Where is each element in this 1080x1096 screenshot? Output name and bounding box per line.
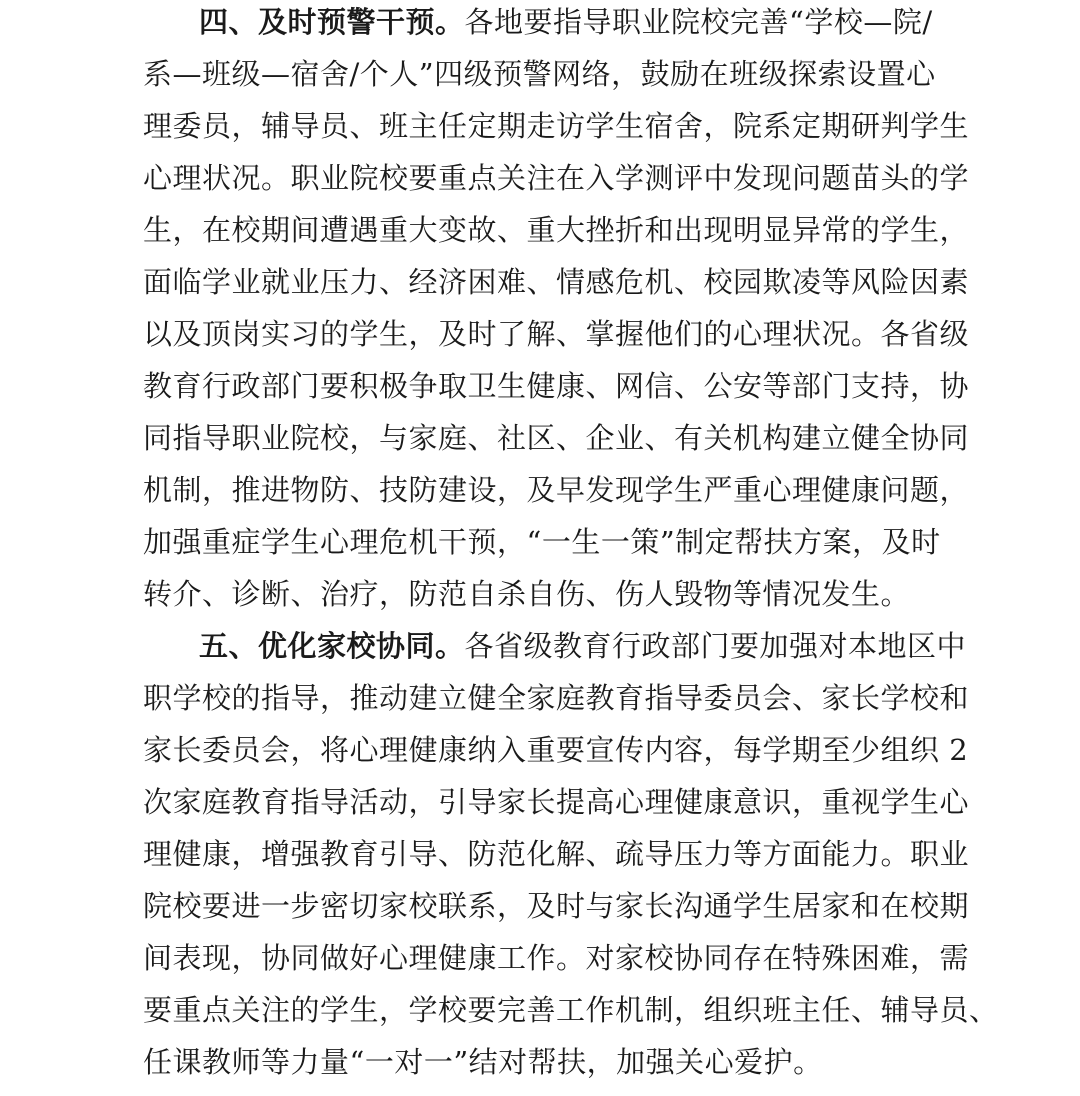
paragraph-4-line-2: 系—班级—宿舍/个人”四级预警网络，鼓励在班级探索设置心 <box>143 57 936 91</box>
paragraph-5-line-2: 职学校的指导，推动建立健全家庭教育指导委员会、家长学校和 <box>143 681 970 715</box>
paragraph-5-line-5: 理健康，增强教育引导、防范化解、疏导压力等方面能力。职业 <box>143 837 970 871</box>
section-4-heading: 四、及时预警干预。 <box>199 5 465 39</box>
paragraph-4-line-3: 理委员，辅导员、班主任定期走访学生宿舍，院系定期研判学生 <box>143 109 970 143</box>
section-5-heading: 五、优化家校协同。 <box>199 629 465 663</box>
section-5-text: 各省级教育行政部门要加强对本地区中 <box>464 629 967 663</box>
paragraph-4-line-7: 以及顶岗实习的学生，及时了解、掌握他们的心理状况。各省级 <box>143 317 970 351</box>
paragraph-4-line-1 <box>199 2 933 42</box>
paragraph-4-line-8: 教育行政部门要积极争取卫生健康、网信、公安等部门支持，协 <box>143 369 970 403</box>
paragraph-4-line-9: 同指导职业院校，与家庭、社区、企业、有关机构建立健全协同 <box>143 421 970 455</box>
paragraph-5-line-4: 次家庭教育指导活动，引导家长提高心理健康意识，重视学生心 <box>143 785 970 819</box>
paragraph-4-line-4: 心理状况。职业院校要重点关注在入学测评中发现问题苗头的学 <box>143 161 970 195</box>
paragraph-5-line-7: 间表现，协同做好心理健康工作。对家校协同存在特殊困难，需 <box>143 941 970 975</box>
paragraph-4-line-6: 面临学业就业压力、经济困难、情感危机、校园欺凌等风险因素 <box>143 265 970 299</box>
paragraph-4-line-5: 生，在校期间遭遇重大变故、重大挫折和出现明显异常的学生， <box>143 213 970 247</box>
paragraph-5-line-3: 家长委员会，将心理健康纳入重要宣传内容，每学期至少组织 2 <box>143 733 969 767</box>
paragraph-4-line-10: 机制，推进物防、技防建设，及早发现学生严重心理健康问题， <box>143 473 970 507</box>
paragraph-5-line-8: 要重点关注的学生，学校要完善工作机制，组织班主任、辅导员、 <box>143 993 999 1027</box>
paragraph-5-line-6: 院校要进一步密切家校联系，及时与家长沟通学生居家和在校期 <box>143 889 970 923</box>
section-4-text: 各地要指导职业院校完善“学校—院/ <box>464 5 933 39</box>
paragraph-5-line-1 <box>199 626 966 666</box>
paragraph-4-line-11: 加强重症学生心理危机干预，“一生一策”制定帮扶方案，及时 <box>143 525 941 559</box>
paragraph-4-line-12: 转介、诊断、治疗，防范自杀自伤、伤人毁物等情况发生。 <box>143 577 911 611</box>
paragraph-5-line-9: 任课教师等力量“一对一”结对帮扶，加强关心爱护。 <box>143 1045 823 1079</box>
